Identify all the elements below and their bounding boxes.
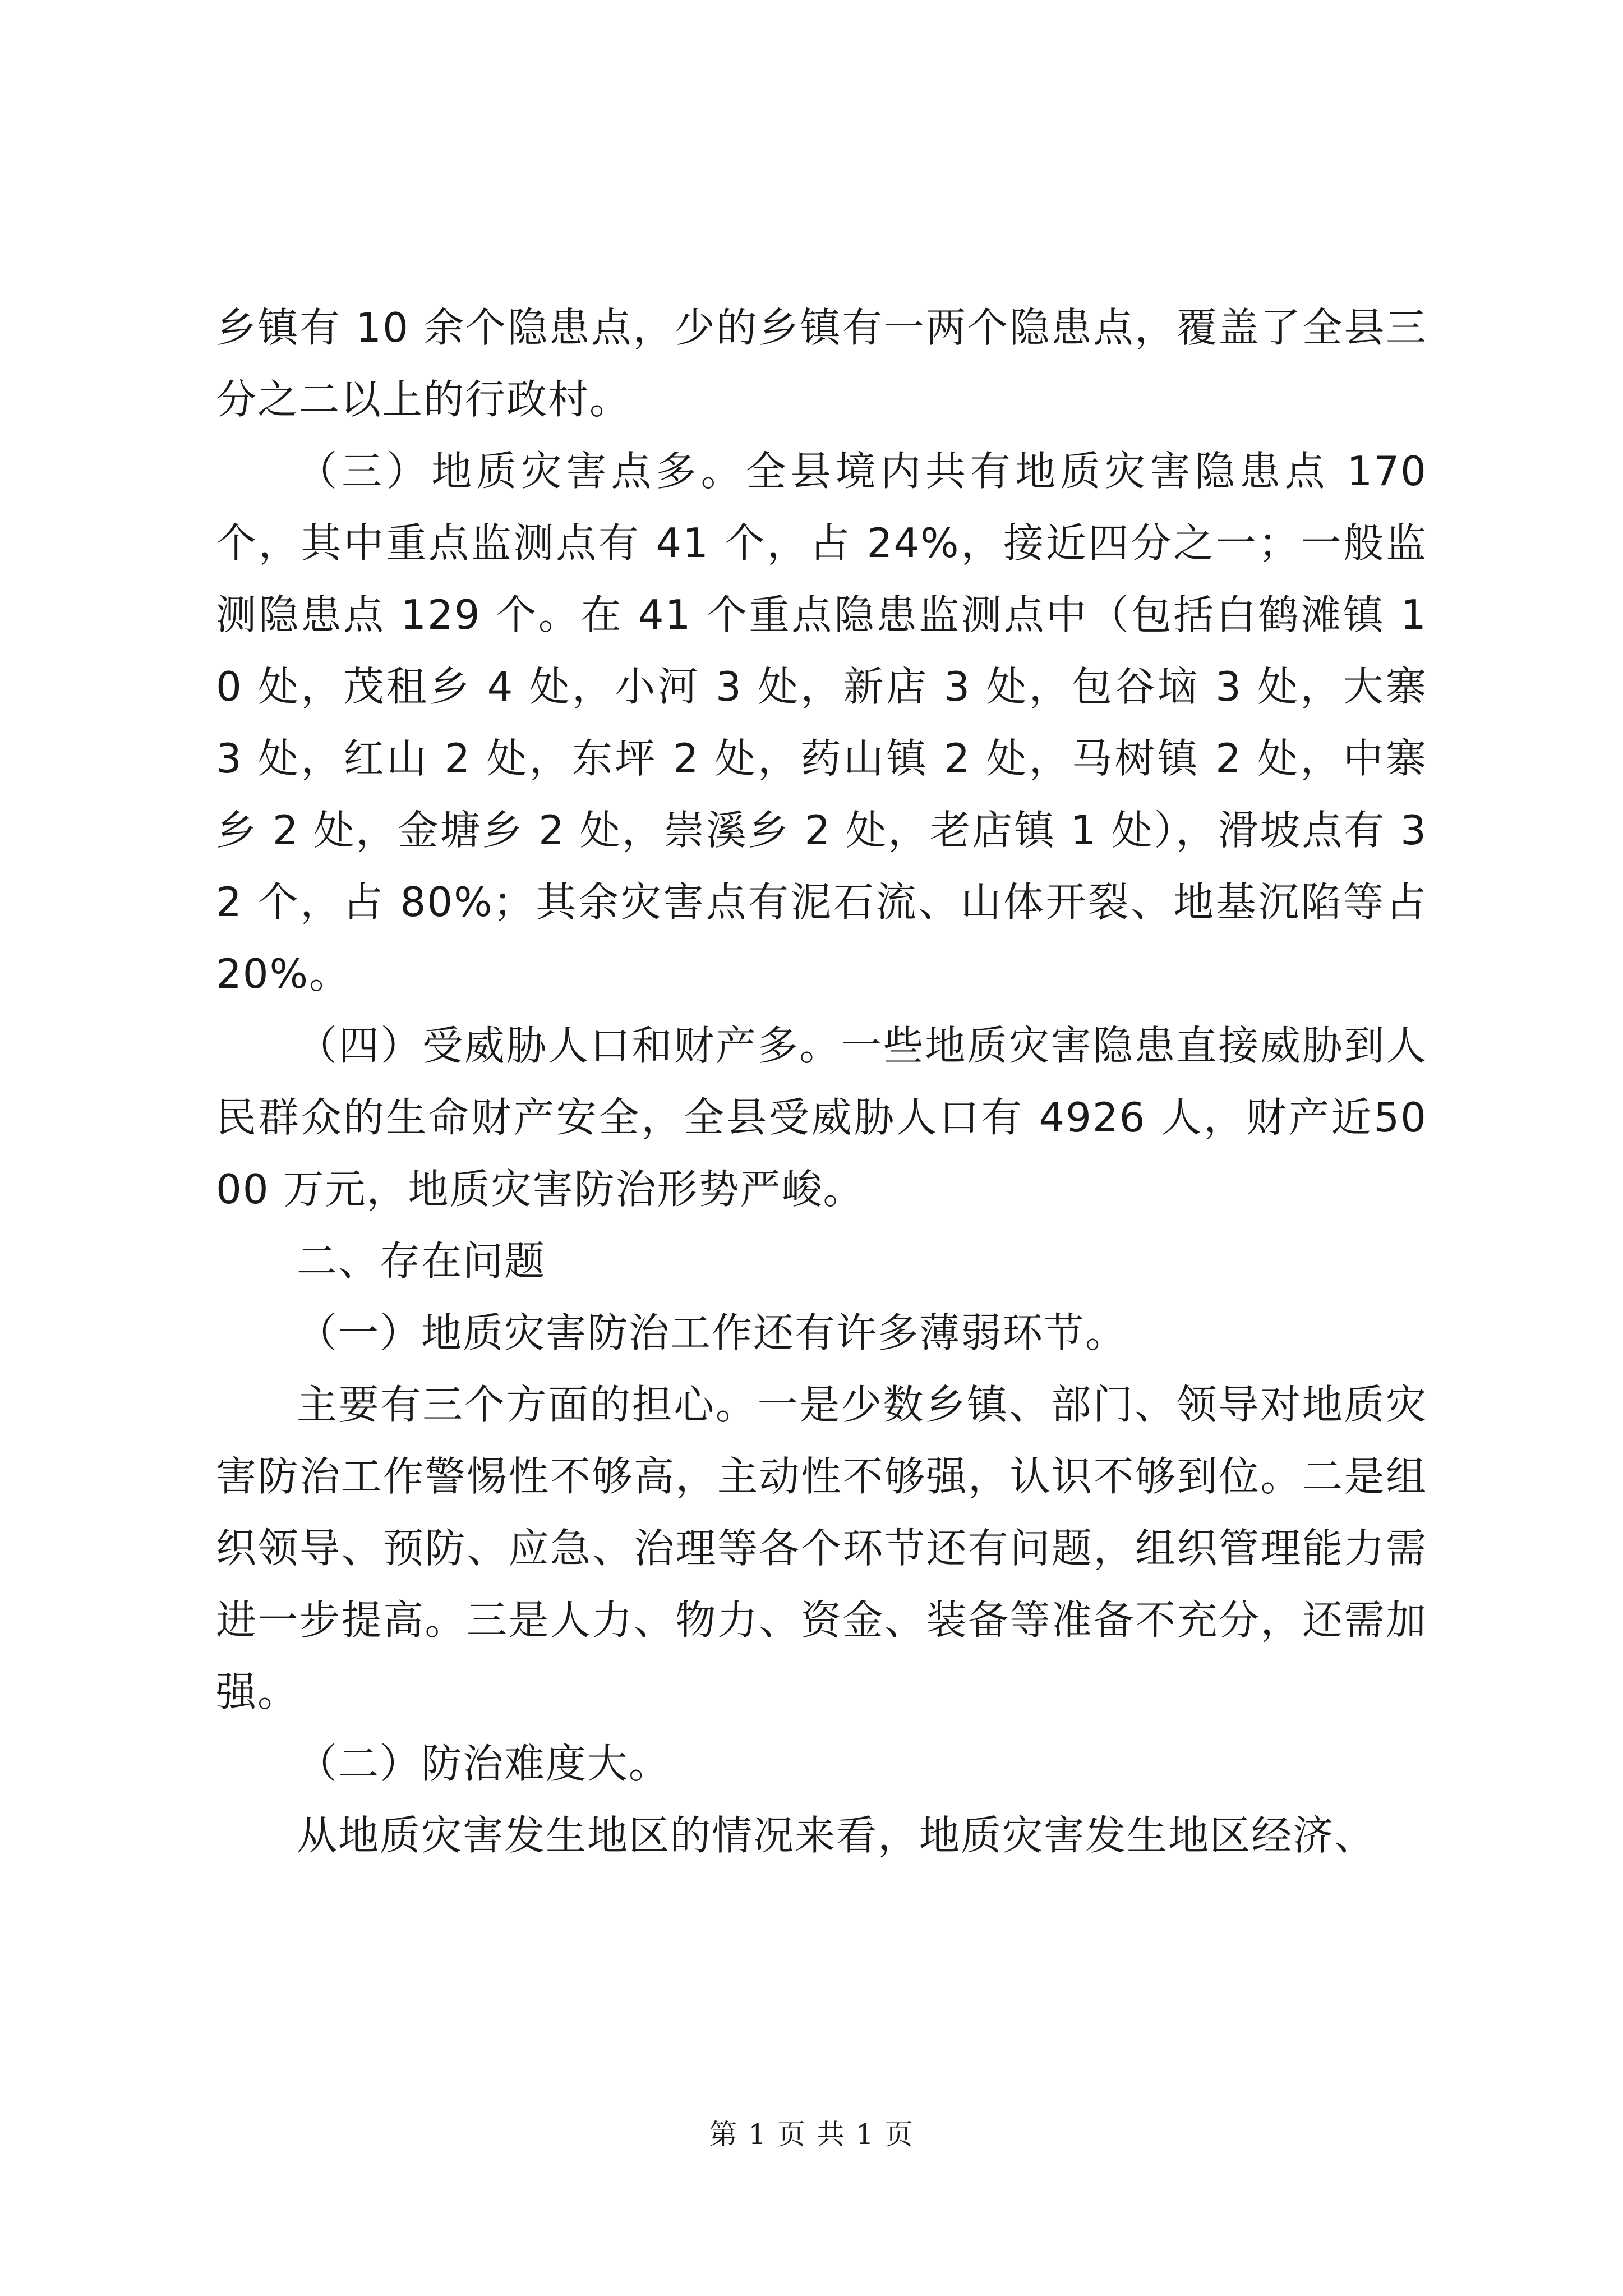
document-body	[216, 292, 1427, 1871]
paragraph-three-concerns: 主要有三个方面的担心。一是少数乡镇、部门、领导对地质灾害防治工作警惕性不够高，主动性不够强，认识不够到位。二是组织领导、预防、应急、治理等各个环节还有问题，组织管理能力需进一步提高。三是人力、物力、资金、装备等准备不充分，还需加强。	[216, 1381, 1427, 1715]
subheading-difficulty: （二）防治难度大。	[297, 1740, 671, 1787]
subheading-weak-links: （一）地质灾害防治工作还有许多薄弱环节。	[297, 1309, 1127, 1356]
paragraph-section-4: （四）受威胁人口和财产多。一些地质灾害隐患直接威胁到人民群众的生命财产安全，全县受威胁人口有 4926 人，财产近5000 万元，地质灾害防治形势严峻。	[216, 1022, 1427, 1213]
paragraph-continuation: 乡镇有 10 余个隐患点，少的乡镇有一两个隐患点，覆盖了全县三分之二以上的行政村。	[216, 304, 1427, 423]
page-footer: 第 1 页 共 1 页	[709, 2118, 914, 2151]
heading-existing-problems: 二、存在问题	[297, 1237, 546, 1285]
paragraph-section-3: （三）地质灾害点多。全县境内共有地质灾害隐患点 170 个，其中重点监测点有 41 个，占 24%，接近四分之一；一般监测隐患点 129 个。在 41 个重点隐患监测点中（包括白鹤滩镇 10 处，茂租乡 4 处，小河 3 处，新店 3 处，包谷垴 3 处，大寨 3 处，红山 2 处，东坪 2 处，药山镇 2 处，马树镇 2 处，中寨乡 2 处，金塘乡 2 处，崇溪乡 2 处，老店镇 1 处），滑坡点有 32 个，占 80%；其余灾害点有泥石流、山体开裂、地基沉陷等占 20%。	[216, 448, 1427, 997]
paragraph-disaster-areas: 从地质灾害发生地区的情况来看，地质灾害发生地区经济、	[297, 1812, 1376, 1859]
